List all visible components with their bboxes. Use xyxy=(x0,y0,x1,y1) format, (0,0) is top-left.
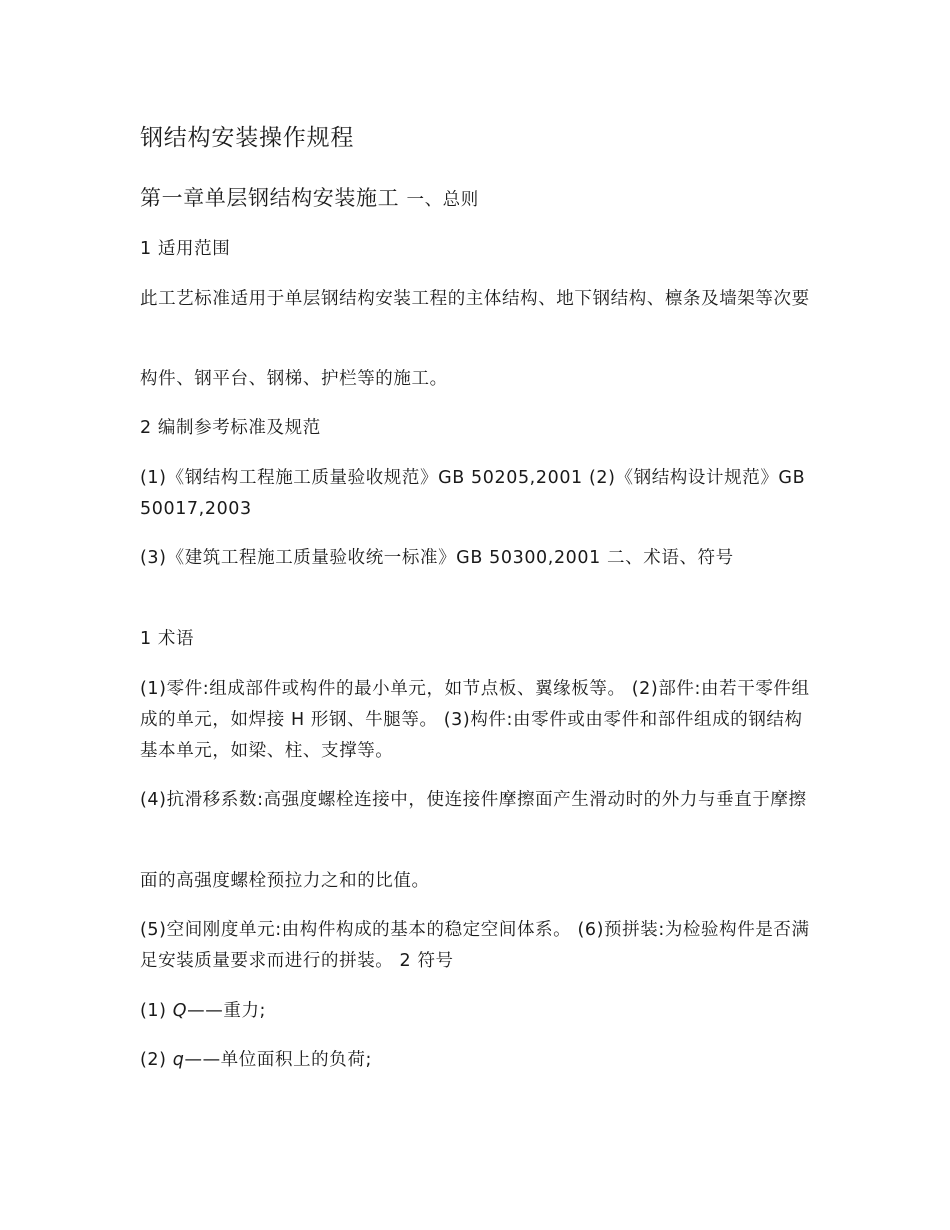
symbol-gravity-letter: Q xyxy=(172,1001,188,1021)
paragraph-standards-heading: 2 编制参考标准及规范 xyxy=(140,418,321,438)
paragraph-standards-list-1: (1)《钢结构工程施工质量验收规范》GB 50205,2001 (2)《钢结构设计规范》GB 50017,2003 xyxy=(140,468,806,519)
paragraph-terms-parts: (1)零件:组成部件或构件的最小单元，如节点板、翼缘板等。 (2)部件:由若干零件组成的单元，如焊接 H 形钢、牛腿等。 (3)构件:由零件或由零件和部件组成的钢结构基本单元，如梁、柱、支撑等。 xyxy=(140,679,810,761)
paragraph-scope-continuation: 构件、钢平台、钢梯、护栏等的施工。 xyxy=(140,369,448,389)
document-title: 钢结构安装操作规程 xyxy=(140,125,355,151)
paragraph-scope-text: 此工艺标准适用于单层钢结构安装工程的主体结构、地下钢结构、檩条及墙架等次要 xyxy=(140,289,810,309)
section-heading: 一、总则 xyxy=(406,190,479,210)
symbol-gravity-prefix: (1) xyxy=(140,1001,173,1021)
symbol-load-text: ——单位面积上的负荷; xyxy=(184,1050,372,1070)
symbol-load-prefix: (2) xyxy=(140,1050,173,1070)
chapter-heading xyxy=(140,181,812,217)
paragraph-terms-heading: 1 术语 xyxy=(140,629,195,649)
paragraph-terms-slip-continuation: 面的高强度螺栓预拉力之和的比值。 xyxy=(140,871,430,891)
paragraph-terms-slip-coefficient: (4)抗滑移系数:高强度螺栓连接中，使连接件摩擦面产生滑动时的外力与垂直于摩擦 xyxy=(140,790,807,810)
paragraph-terms-spatial-unit: (5)空间刚度单元:由构件构成的基本的稳定空间体系。 (6)预拼装:为检验构件是否满足安装质量要求而进行的拼装。 2 符号 xyxy=(140,920,810,971)
symbol-gravity-text: ——重力; xyxy=(187,1001,267,1021)
paragraph-symbol-load xyxy=(140,1045,812,1076)
symbol-load-letter: q xyxy=(172,1050,185,1070)
paragraph-symbol-gravity xyxy=(140,996,812,1027)
paragraph-scope-heading: 1 适用范围 xyxy=(140,239,231,259)
chapter-title: 第一章单层钢结构安装施工 xyxy=(140,186,400,210)
paragraph-standards-list-2: (3)《建筑工程施工质量验收统一标准》GB 50300,2001 二、术语、符号 xyxy=(140,548,734,568)
